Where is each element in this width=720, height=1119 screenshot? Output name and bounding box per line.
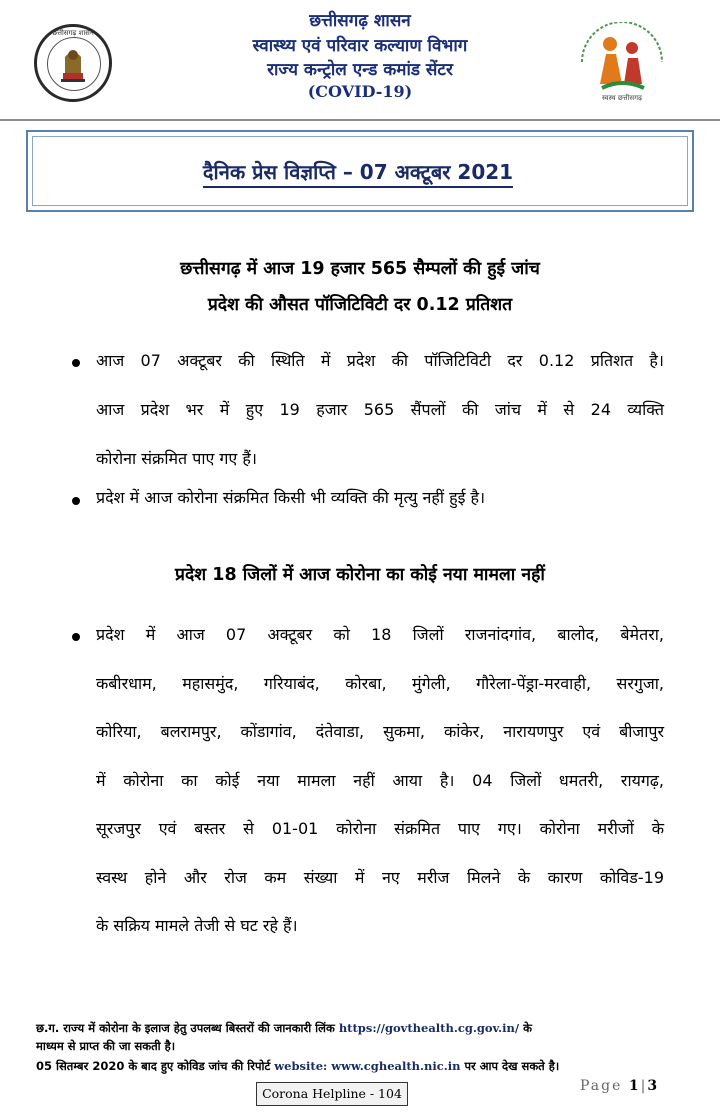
bullet — [72, 633, 80, 641]
swasth-chhattisgarh-logo — [572, 22, 672, 106]
logo-caption: स्वस्थ छत्तीसगढ़ — [601, 94, 643, 102]
header-covid-tag: (COVID-19) — [307, 82, 413, 101]
paragraph-line: प्रदेश में आज 07 अक्टूबर को 18 जिलों राजनांदगांव, बालोद, बेमेतरा, — [96, 625, 664, 644]
report-website-link[interactable]: website: www.cghealth.nic.in — [274, 1059, 461, 1073]
title-box — [26, 130, 694, 212]
headline-districts: प्रदेश 18 जिलों में आज कोरोना का कोई नया मामला नहीं — [175, 565, 545, 585]
paragraph-line: कबीरधाम, महासमुंद, गरियाबंद, कोरबा, मुंगेली, गौरेला-पेंड्रा-मरवाही, सरगुजा, — [96, 673, 664, 693]
paragraph-districts — [96, 619, 664, 935]
paragraph-line: कोरिया, बलरामपुर, कोंडागांव, दंतेवाडा, सुकमा, कांकेर, नारायणपुर एवं बीजापुर — [96, 722, 664, 741]
paragraph-line: स्वस्थ होने और रोज कम संख्या में नए मरीज मिलने के कारण कोविड-19 — [96, 867, 664, 887]
footer-beds-note: छ.ग. राज्य में कोरोना के इलाज हेतु उपलब्ध बिस्तरों की जानकारी लिंक https://govthealth.cg.gov.in/ के — [36, 1021, 532, 1035]
paragraph-line: कोरोना संक्रमित पाए गए हैं। — [96, 449, 257, 468]
press-release-title: दैनिक प्रेस विज्ञप्ति – 07 अक्टूबर 2021 — [28, 158, 688, 185]
emblem-ring-text: छत्तीसगढ़ शासन — [52, 29, 94, 37]
paragraph-line: आज प्रदेश भर में हुए 19 हजार 565 सैंपलों की जांच में से 24 व्यक्ति — [96, 400, 664, 419]
helpline-box: Corona Helpline - 104 — [256, 1082, 408, 1106]
paragraph-positivity — [96, 345, 664, 492]
headline-positivity: प्रदेश की औसत पॉजिटिविटी दर 0.12 प्रतिशत — [207, 295, 513, 315]
beds-info-link[interactable]: https://govthealth.cg.gov.in/ — [338, 1021, 520, 1035]
bullet — [72, 359, 80, 367]
headline-samples: छत्तीसगढ़ में आज 19 हजार 565 सैम्पलों की हुई जांच — [180, 259, 540, 279]
header-divider — [0, 119, 720, 121]
header-govt-name: छत्तीसगढ़ शासन — [309, 11, 411, 31]
paragraph-line: आज 07 अक्टूबर की स्थिति में प्रदेश की पॉजिटिविटी दर 0.12 प्रतिशत है। — [96, 351, 664, 370]
paragraph-line: के सक्रिय मामले तेजी से घट रहे हैं। — [96, 916, 298, 935]
page-number: Page 1|3 — [580, 1078, 660, 1094]
paragraph-line: में कोरोना का कोई नया मामला नहीं आया है। 04 जिलों धमतरी, रायगढ़, — [96, 770, 664, 790]
family-figures-icon — [572, 22, 672, 94]
footer-beds-note-cont: माध्यम से प्राप्त की जा सकती है। — [36, 1039, 176, 1053]
letterhead — [0, 0, 720, 120]
paragraph-line: प्रदेश में आज कोरोना संक्रमित किसी भी व्यक्ति की मृत्यु नहीं हुई है। — [96, 488, 486, 507]
header-command-centre: राज्य कन्ट्रोल एन्ड कमांड सेंटर — [267, 60, 453, 80]
header-department: स्वास्थ्य एवं परिवार कल्याण विभाग — [252, 36, 468, 56]
bullet — [72, 497, 80, 505]
footer-report-note: 05 सितम्बर 2020 के बाद हुए कोविड जांच की रिपोर्ट website: www.cghealth.nic.in पर आप देख सकते है। — [36, 1059, 560, 1073]
paragraph-deaths — [96, 482, 664, 531]
paragraph-line: सूरजपुर एवं बस्तर से 01-01 कोरोना संक्रमित पाए गए। कोरोना मरीजों के — [96, 819, 664, 838]
